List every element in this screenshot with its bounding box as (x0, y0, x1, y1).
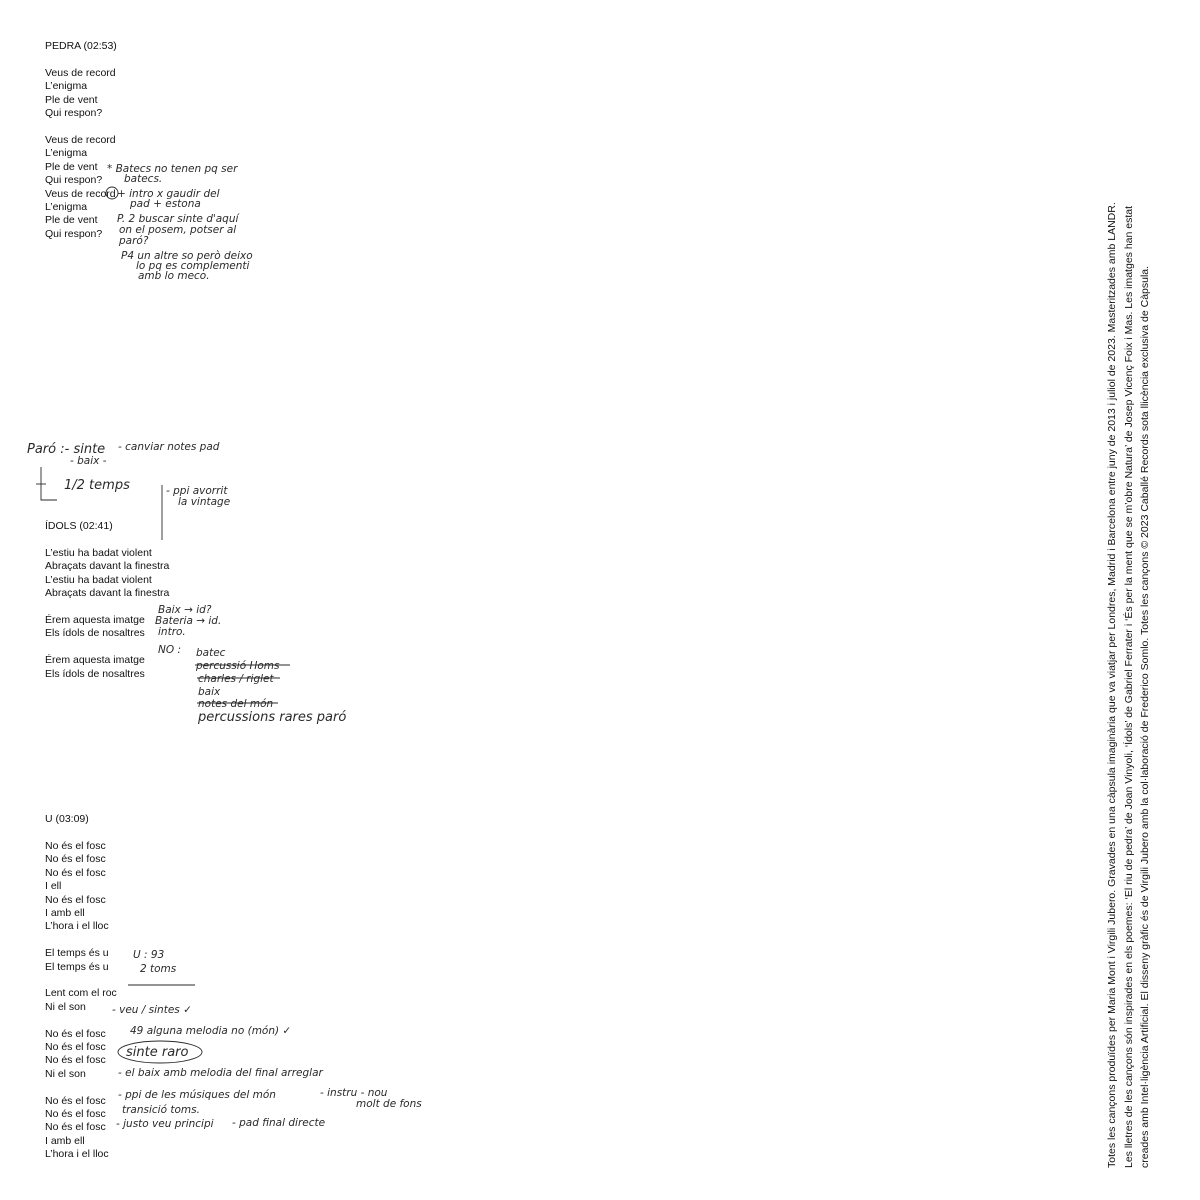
verse (45, 654, 169, 681)
lyric-line: No és el fosc (45, 1054, 106, 1067)
handwritten-note: baix (198, 686, 221, 698)
lyric-line: No és el fosc (45, 1027, 106, 1040)
lyric-line: Lent com el roc (45, 987, 117, 1000)
handwritten-note: P. 2 buscar sinte d'aquí (117, 213, 239, 225)
credits (1104, 48, 1154, 1168)
lyric-line: L’estiu ha badat violent (45, 573, 152, 586)
handwritten-note: - pad final directe (232, 1117, 326, 1129)
lyric-line: Qui respon? (45, 174, 103, 187)
handwritten-note: la vintage (178, 496, 231, 508)
handwritten-note: 2 toms (140, 963, 177, 975)
handwritten-note: NO : (158, 644, 181, 656)
handwritten-note: 1/2 temps (64, 478, 130, 493)
lyric-line: Veus de record (45, 67, 116, 79)
handwritten-note: 49 alguna melodia no (món) ✓ (130, 1025, 292, 1037)
verse (45, 614, 169, 641)
handwritten-note: pad + estona (130, 198, 201, 210)
lyric-line: Ple de vent (45, 214, 98, 227)
lyric-line: I amb ell (45, 907, 85, 920)
verse (45, 67, 117, 121)
lyric-line: L’hora i el lloc (45, 1148, 109, 1161)
lyric-line: I ell (45, 880, 62, 893)
lyric-line: No és el fosc (45, 893, 106, 906)
handwritten-note: - canviar notes pad (118, 441, 220, 453)
lyric-line: L’enigma (45, 80, 88, 93)
handwritten-note: Bateria → id. (155, 615, 222, 627)
lyric-line: Els ídols de nosaltres (45, 627, 145, 640)
handwritten-note: paró? (119, 235, 149, 247)
handwritten-note: lo pq es complementi (136, 260, 250, 272)
handwritten-note: - ppi de les músiques del món (118, 1089, 276, 1101)
lyric-line: Veus de record (45, 134, 116, 147)
verse (45, 1095, 117, 1162)
song-idols (45, 520, 169, 694)
lyric-line: No és el fosc (45, 1094, 106, 1107)
lyric-line: Ni el son (45, 1067, 86, 1080)
song-pedra (45, 40, 117, 255)
handwritten-note: - el baix amb melodia del final arreglar (118, 1067, 323, 1079)
verse (45, 547, 169, 601)
handwritten-note: - baix - (70, 455, 107, 467)
notes-u (112, 949, 422, 1130)
lyric-line: L’enigma (45, 147, 88, 160)
lyric-line: Ple de vent (45, 93, 98, 106)
circle-mark-icon (118, 1041, 202, 1063)
lyric-line: No és el fosc (45, 1121, 106, 1134)
verse (45, 947, 117, 974)
handwritten-note: - justo veu principi (116, 1118, 214, 1130)
handwritten-note: percussions rares paró (198, 710, 347, 725)
song-u (45, 813, 117, 1175)
verse (45, 134, 117, 241)
handwritten-note: U : 93 (133, 949, 165, 961)
lyric-line: No és el fosc (45, 866, 106, 879)
song-title: PEDRA (02:53) (45, 40, 117, 52)
lyric-line: I amb ell (45, 1134, 85, 1147)
notes-idols (155, 604, 346, 725)
handwritten-note: molt de fons (356, 1098, 422, 1110)
handwritten-note: * Batecs no tenen pq ser (107, 163, 238, 175)
lyric-line: Érem aquesta imatge (45, 654, 145, 667)
lyric-line: No és el fosc (45, 1041, 106, 1054)
lyric-line: Érem aquesta imatge (45, 614, 145, 627)
handwritten-note: charles / riglet (198, 673, 274, 685)
lyric-line: Ni el son (45, 1000, 86, 1013)
handwritten-note: percussió Homs (196, 660, 280, 672)
verse (45, 840, 117, 934)
handwritten-note: - instru - nou (320, 1087, 388, 1099)
handwritten-note: amb lo meco. (138, 270, 210, 282)
handwritten-note: on el posem, potser al (119, 224, 237, 236)
arrow-icon (41, 467, 57, 500)
lyric-line: Ple de vent (45, 160, 98, 173)
lyric-line: El temps és u (45, 947, 109, 960)
handwritten-note: - ppi avorrit (166, 485, 228, 497)
handwritten-note: + intro x gaudir del (117, 188, 220, 200)
credits-line: creades amb Intel·ligència Artificial. El disseny gràfic és de Virgili Jubero amb la col·laboració de Frederico Somlo. Totes les cançons © 2023 Caballé Records sota llicència exclusiva de Càpsula. (1139, 265, 1152, 1168)
lyric-line: Abraçats davant la finestra (45, 560, 170, 573)
song-title: ÍDOLS (02:41) (45, 520, 113, 532)
lyric-line: No és el fosc (45, 1108, 106, 1121)
handwritten-note: notes del món (198, 698, 274, 710)
handwritten-note: batecs. (124, 173, 163, 185)
lyric-line: El temps és u (45, 960, 109, 973)
verse (45, 987, 117, 1014)
handwritten-note: Baix → id? (158, 604, 212, 616)
credits-line: Totes les cançons produïdes per Maria Mont i Virgili Jubero. Gravades en una càpsula imaginària que va viatjar per Londres, Madrid i Barcelona entre juny de 2013 i juliol de 2023. Masteritzades amb LANDR. (1106, 202, 1118, 1168)
handwritten-note: P4 un altre so però deixo (121, 250, 253, 262)
handwritten-note: - veu / sintes ✓ (112, 1004, 192, 1016)
notes-pedra (106, 163, 253, 282)
handwritten-note: transició toms. (122, 1104, 200, 1116)
handwritten-note: intro. (158, 626, 186, 638)
lyric-line: L’hora i el lloc (45, 920, 109, 933)
song-title: U (03:09) (45, 813, 89, 825)
verse (45, 1028, 117, 1082)
credits-line: Les lletres de les cançons són inspirades en els poemes: ‘El riu de pedra’ de Joan Vinyoli, ‘Ídols’ de Gabriel Ferrater i ‘És per la ment que se m’obre Natura’ de Josep Vicenç Foix i Mas. Les imatges han estat (1122, 205, 1135, 1168)
lyric-line: Qui respon? (45, 227, 103, 240)
lyric-line: No és el fosc (45, 840, 106, 852)
handwritten-note: batec (196, 647, 226, 659)
lyric-line: Els ídols de nosaltres (45, 667, 145, 680)
lyric-line: Veus de record (45, 187, 116, 200)
handwritten-note: Paró :- sinte (27, 442, 106, 457)
lyric-line: Qui respon? (45, 107, 103, 120)
handwritten-note: sinte raro (126, 1045, 189, 1060)
lyric-line: No és el fosc (45, 853, 106, 866)
lyric-line: Abraçats davant la finestra (45, 587, 170, 600)
lyric-line: L’enigma (45, 201, 88, 214)
lyric-line: L’estiu ha badat violent (45, 547, 152, 559)
